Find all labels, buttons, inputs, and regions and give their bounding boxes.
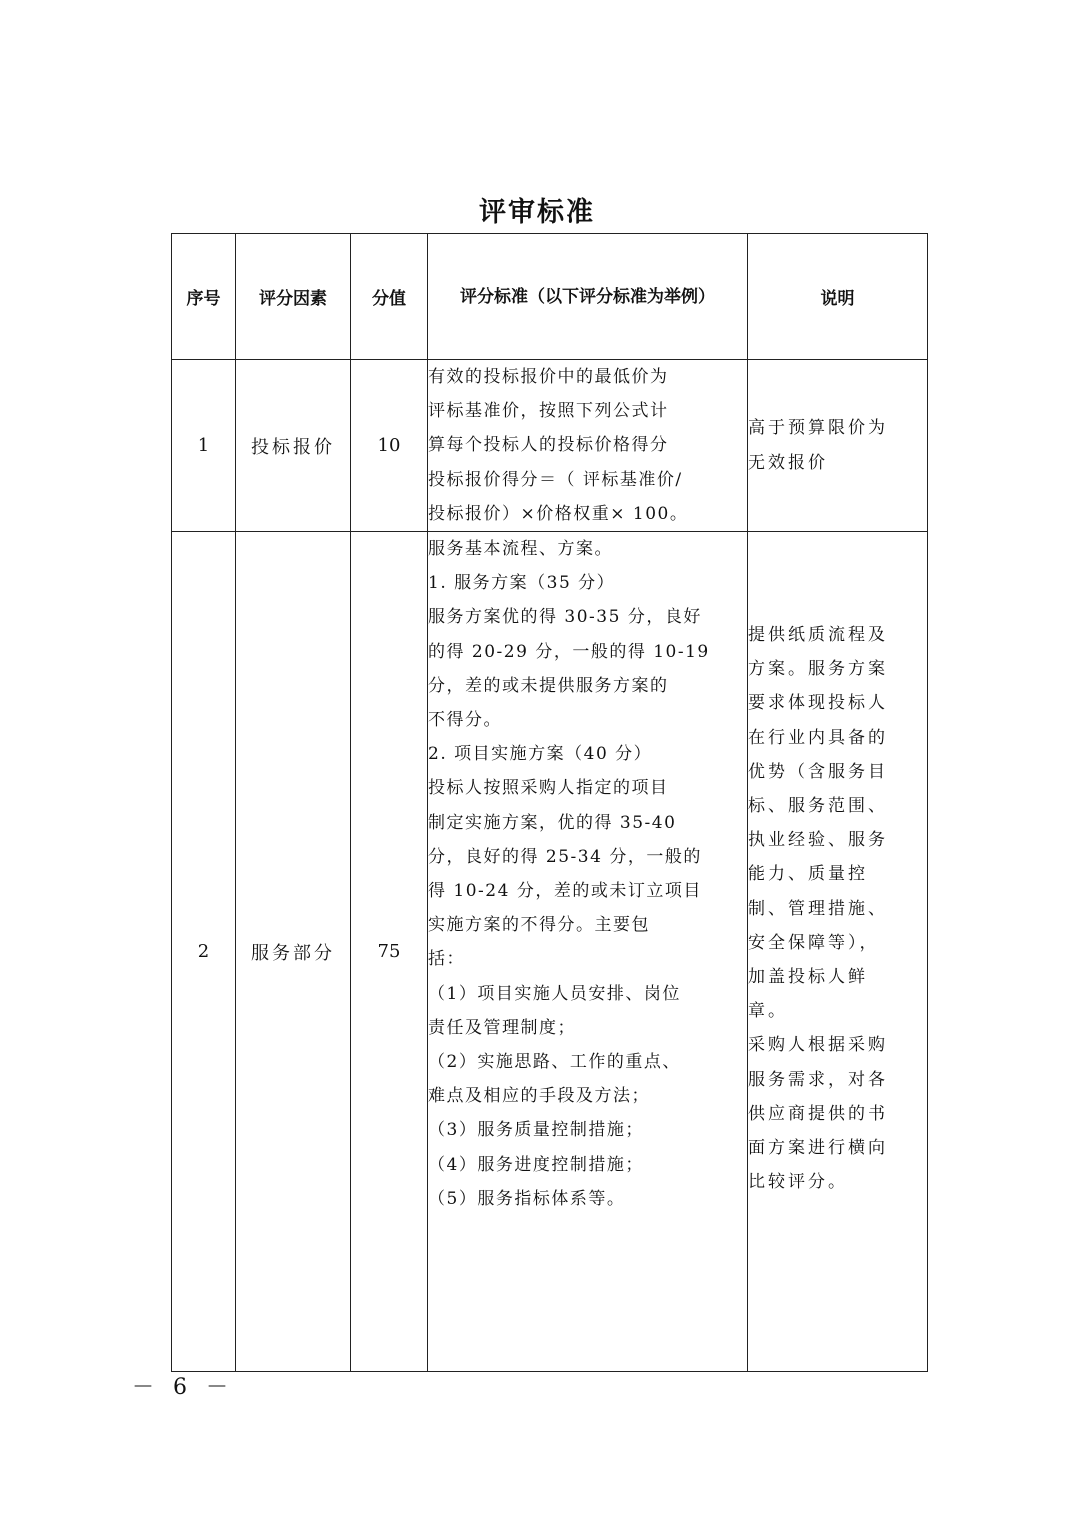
row-note	[748, 360, 928, 532]
note-line: 供应商提供的书	[748, 1103, 888, 1124]
page-number: － 6 －	[132, 1375, 234, 1400]
row-note	[748, 532, 928, 1372]
criteria-line: 括：	[428, 949, 465, 970]
header-score: 分值	[351, 234, 428, 360]
criteria-line: （2）实施思路、工作的重点、	[428, 1052, 681, 1073]
row-no: 1	[172, 360, 236, 532]
note-line: 能力、质量控	[748, 864, 868, 885]
note-line: 在行业内具备的	[748, 727, 888, 748]
criteria-line: 得 10-24 分，差的或未订立项目	[428, 881, 702, 902]
header-factor: 评分因素	[236, 234, 351, 360]
note-line: 无效报价	[748, 452, 828, 473]
criteria-line: 分，差的或未提供服务方案的	[428, 675, 669, 696]
note-line: 提供纸质流程及	[748, 625, 888, 646]
criteria-line: 投标人按照采购人指定的项目	[428, 778, 669, 799]
criteria-line: 不得分。	[428, 710, 502, 731]
row-criteria	[428, 360, 748, 532]
note-line: 章。	[748, 1001, 788, 1022]
header-criteria: 评分标准（以下评分标准为举例）	[428, 234, 748, 360]
note-line: 采购人根据采购	[748, 1035, 888, 1056]
table-row	[172, 360, 928, 532]
criteria-line: 算每个投标人的投标价格得分	[428, 435, 669, 456]
note-line: 安全保障等），	[748, 932, 880, 953]
note-line: 比较评分。	[748, 1172, 848, 1193]
criteria-line: 制定实施方案，优的得 35-40	[428, 812, 677, 833]
criteria-line: 实施方案的不得分。主要包	[428, 915, 650, 936]
table-header-row	[172, 234, 928, 360]
note-line: 标、服务范围、	[748, 796, 888, 817]
criteria-line: 1. 服务方案（35 分）	[428, 573, 616, 594]
criteria-line: 分，良好的得 25-34 分，一般的	[428, 846, 702, 867]
note-line: 高于预算限价为	[748, 418, 888, 439]
evaluation-criteria-table	[171, 233, 928, 1372]
criteria-line: 2. 项目实施方案（40 分）	[428, 744, 653, 765]
row-score: 75	[351, 532, 428, 1372]
row-factor: 服务部分	[236, 532, 351, 1372]
criteria-line: 服务方案优的得 30-35 分，良好	[428, 607, 702, 628]
note-line: 执业经验、服务	[748, 830, 888, 851]
criteria-line: （1）项目实施人员安排、岗位	[428, 983, 681, 1004]
row-score: 10	[351, 360, 428, 532]
criteria-line: 投标报价）×价格权重× 100。	[428, 503, 689, 524]
criteria-line: （3）服务质量控制措施；	[428, 1120, 644, 1141]
row-factor: 投标报价	[236, 360, 351, 532]
note-line: 要求体现投标人	[748, 693, 888, 714]
document-title: 评审标准	[479, 197, 595, 228]
header-note: 说明	[748, 234, 928, 360]
row-no: 2	[172, 532, 236, 1372]
criteria-line: 难点及相应的手段及方法；	[428, 1086, 650, 1107]
criteria-line: （4）服务进度控制措施；	[428, 1154, 644, 1175]
criteria-line: 服务基本流程、方案。	[428, 539, 613, 560]
criteria-line: （5）服务指标体系等。	[428, 1188, 626, 1209]
note-line: 面方案进行横向	[748, 1138, 888, 1159]
note-line: 制、管理措施、	[748, 898, 888, 919]
row-criteria	[428, 532, 748, 1372]
note-line: 方案。服务方案	[748, 659, 888, 680]
criteria-line: 投标报价得分＝（ 评标基准价/	[428, 469, 683, 490]
note-line: 优势（含服务目	[748, 761, 888, 782]
note-line: 服务需求，对各	[748, 1069, 888, 1090]
criteria-line: 有效的投标报价中的最低价为	[428, 367, 669, 387]
header-no: 序号	[172, 234, 236, 360]
table-row	[172, 532, 928, 1372]
criteria-line: 的得 20-29 分，一般的得 10-19	[428, 641, 710, 662]
criteria-line: 评标基准价，按照下列公式计	[428, 401, 669, 422]
criteria-line: 责任及管理制度；	[428, 1017, 576, 1038]
note-line: 加盖投标人鲜	[748, 967, 868, 988]
